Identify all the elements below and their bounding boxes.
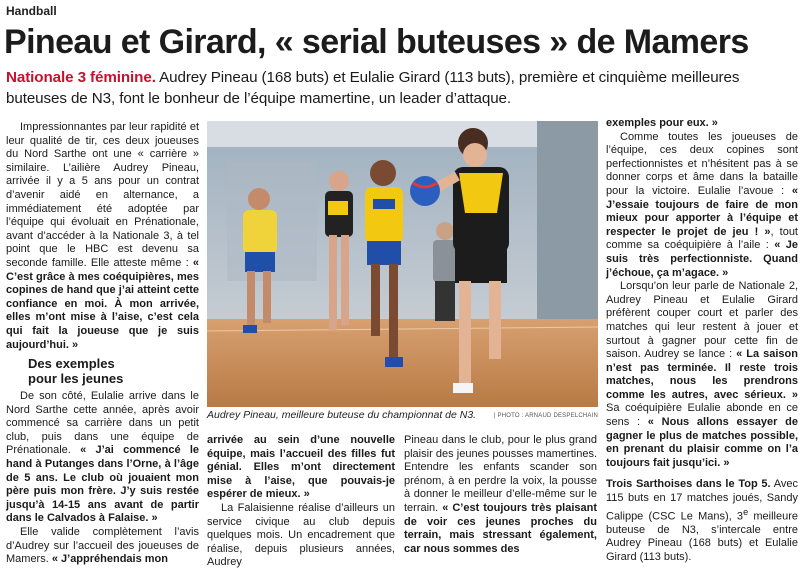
- paragraph: exemples pour eux. »: [606, 117, 718, 129]
- paragraph: Trois Sarthoises dans le Top 5. Avec 115 buts en 17 matches joués, Sandy Calippe (CSC Le Mans), 3e meilleure buteuse de N3, s’intercale entre Audrey Pineau (168 buts) et Eulalie Girard (113 buts).: [606, 478, 799, 564]
- subheading: Des exemples pour les jeunes: [28, 356, 124, 387]
- paragraph: arrivée au sein d’une nouvelle équipe, mais l’accueil des filles fut génial. Elles m’ont directement mise à l’aise, que pouvais-je espérer de mieux. »: [207, 434, 395, 501]
- article-column-4: [606, 117, 798, 565]
- paragraph: Impressionnantes par leur rapidité et leur qualité de tir, ces deux joueuses du Nord Sarthe ont une « carrière » similaire. L’ailière Audrey Pineau, arrivée il y a 5 ans pour un contrat d’avenir aidé en alternance, a immédiatement été adoptée par l’équipe qui évoluait en Prénationale, avant d’accéder à la Nationale 3, à tel point que le HBC est devenu sa seconde famille. Elle atteste même : « C’est grâce à mes coéquipières, mes copines de hand que j’ai atteint cette confiance en moi. À mon arrivée, elles m’ont mise à l’aise, c’est cela qui fait la joueuse que je suis aujourd’hui. »: [6, 121, 199, 351]
- handball-players-illustration: [207, 121, 598, 407]
- paragraph: De son côté, Eulalie arrive dans le Nord Sarthe cette année, après avoir commencé sa carrière dans un petit club, puis dans une équipe de Prénationale. « J’ai commencé le hand à Putanges dans l’Orne, à l’âge de 5 ans. Le club où jouaient mon père puis mon frère. J’y suis restée jusqu’à 14-15 ans avant de partir dans le Calvados à Falaise. »: [6, 390, 199, 525]
- headline: Pineau et Girard, « serial buteuses » de Mamers: [4, 23, 749, 61]
- article-photo: [207, 121, 598, 407]
- lead-paragraph: [6, 67, 796, 109]
- paragraph: La Falaisienne réalise d’ailleurs un service civique au club depuis quelques mois. Un encadrement que réalise, depuis plusieurs années, Audrey: [207, 501, 395, 569]
- paragraph: Elle valide complètement l’avis d’Audrey sur l’accueil des joueuses de Mamers. « J’appréhendais mon: [6, 526, 199, 566]
- photo-credit: | PHOTO : ARNAUD DESPELCHAIN: [493, 413, 598, 419]
- lead-accent: Nationale 3 féminine.: [6, 69, 156, 86]
- lead-text: Audrey Pineau (168 buts) et Eulalie Girard (113 buts), première et cinquième meilleures buteuses de N3, font le bonheur de l’équipe mamertine, un leader d’attaque.: [6, 69, 740, 107]
- article-column-2: [207, 434, 395, 570]
- paragraph: Comme toutes les joueuses de l’équipe, ces deux copines sont perfectionnistes et n’hésitent pas à se donner corps et âme dans la bataille pour la victoire. Eulalie l’avoue : « J’essaie toujours de faire de mon mieux pour apporter à l’équipe et respecter le projet de jeu ! », tout comme sa coéquipière à l’aile : « Je suis très perfectionniste. Quand j’échoue, ça m’agace. »: [606, 130, 798, 279]
- article-column-1: [6, 121, 199, 567]
- paragraph: Lorsqu’on leur parle de Nationale 2, Audrey Pineau et Eulalie Girard préfèrent couper court et parler des matches qui leur restent à jouer et surtout à gagner pour cette fin de saison. Audrey se lance : « La saison n’est pas terminée. Il reste trois matches, nous les prendrons comme les autres, avec sérieux. » Sa coéquipière Eulalie abonde en ce sens : « Nous allons essayer de gagner le plus de matches possible, en prenant du plaisir comme on l’a toujours fait jusqu’ici. »: [606, 280, 799, 469]
- article-column-3: [404, 434, 597, 556]
- paragraph: Pineau dans le club, pour le plus grand plaisir des jeunes pousses mamertines. Entendre les enfants scander son prénom, à en perdre la voix, la pousse à donner le meilleur d’elle-même sur le terrain. « C’est toujours très plaisant de voir ces jeunes proches du terrain, mais stressant également, car nous sommes des: [404, 434, 598, 555]
- photo-caption: Audrey Pineau, meilleure buteuse du championnat de N3. | PHOTO : ARNAUD DESPELCHAIN: [207, 409, 598, 421]
- section-label: Handball: [6, 4, 57, 18]
